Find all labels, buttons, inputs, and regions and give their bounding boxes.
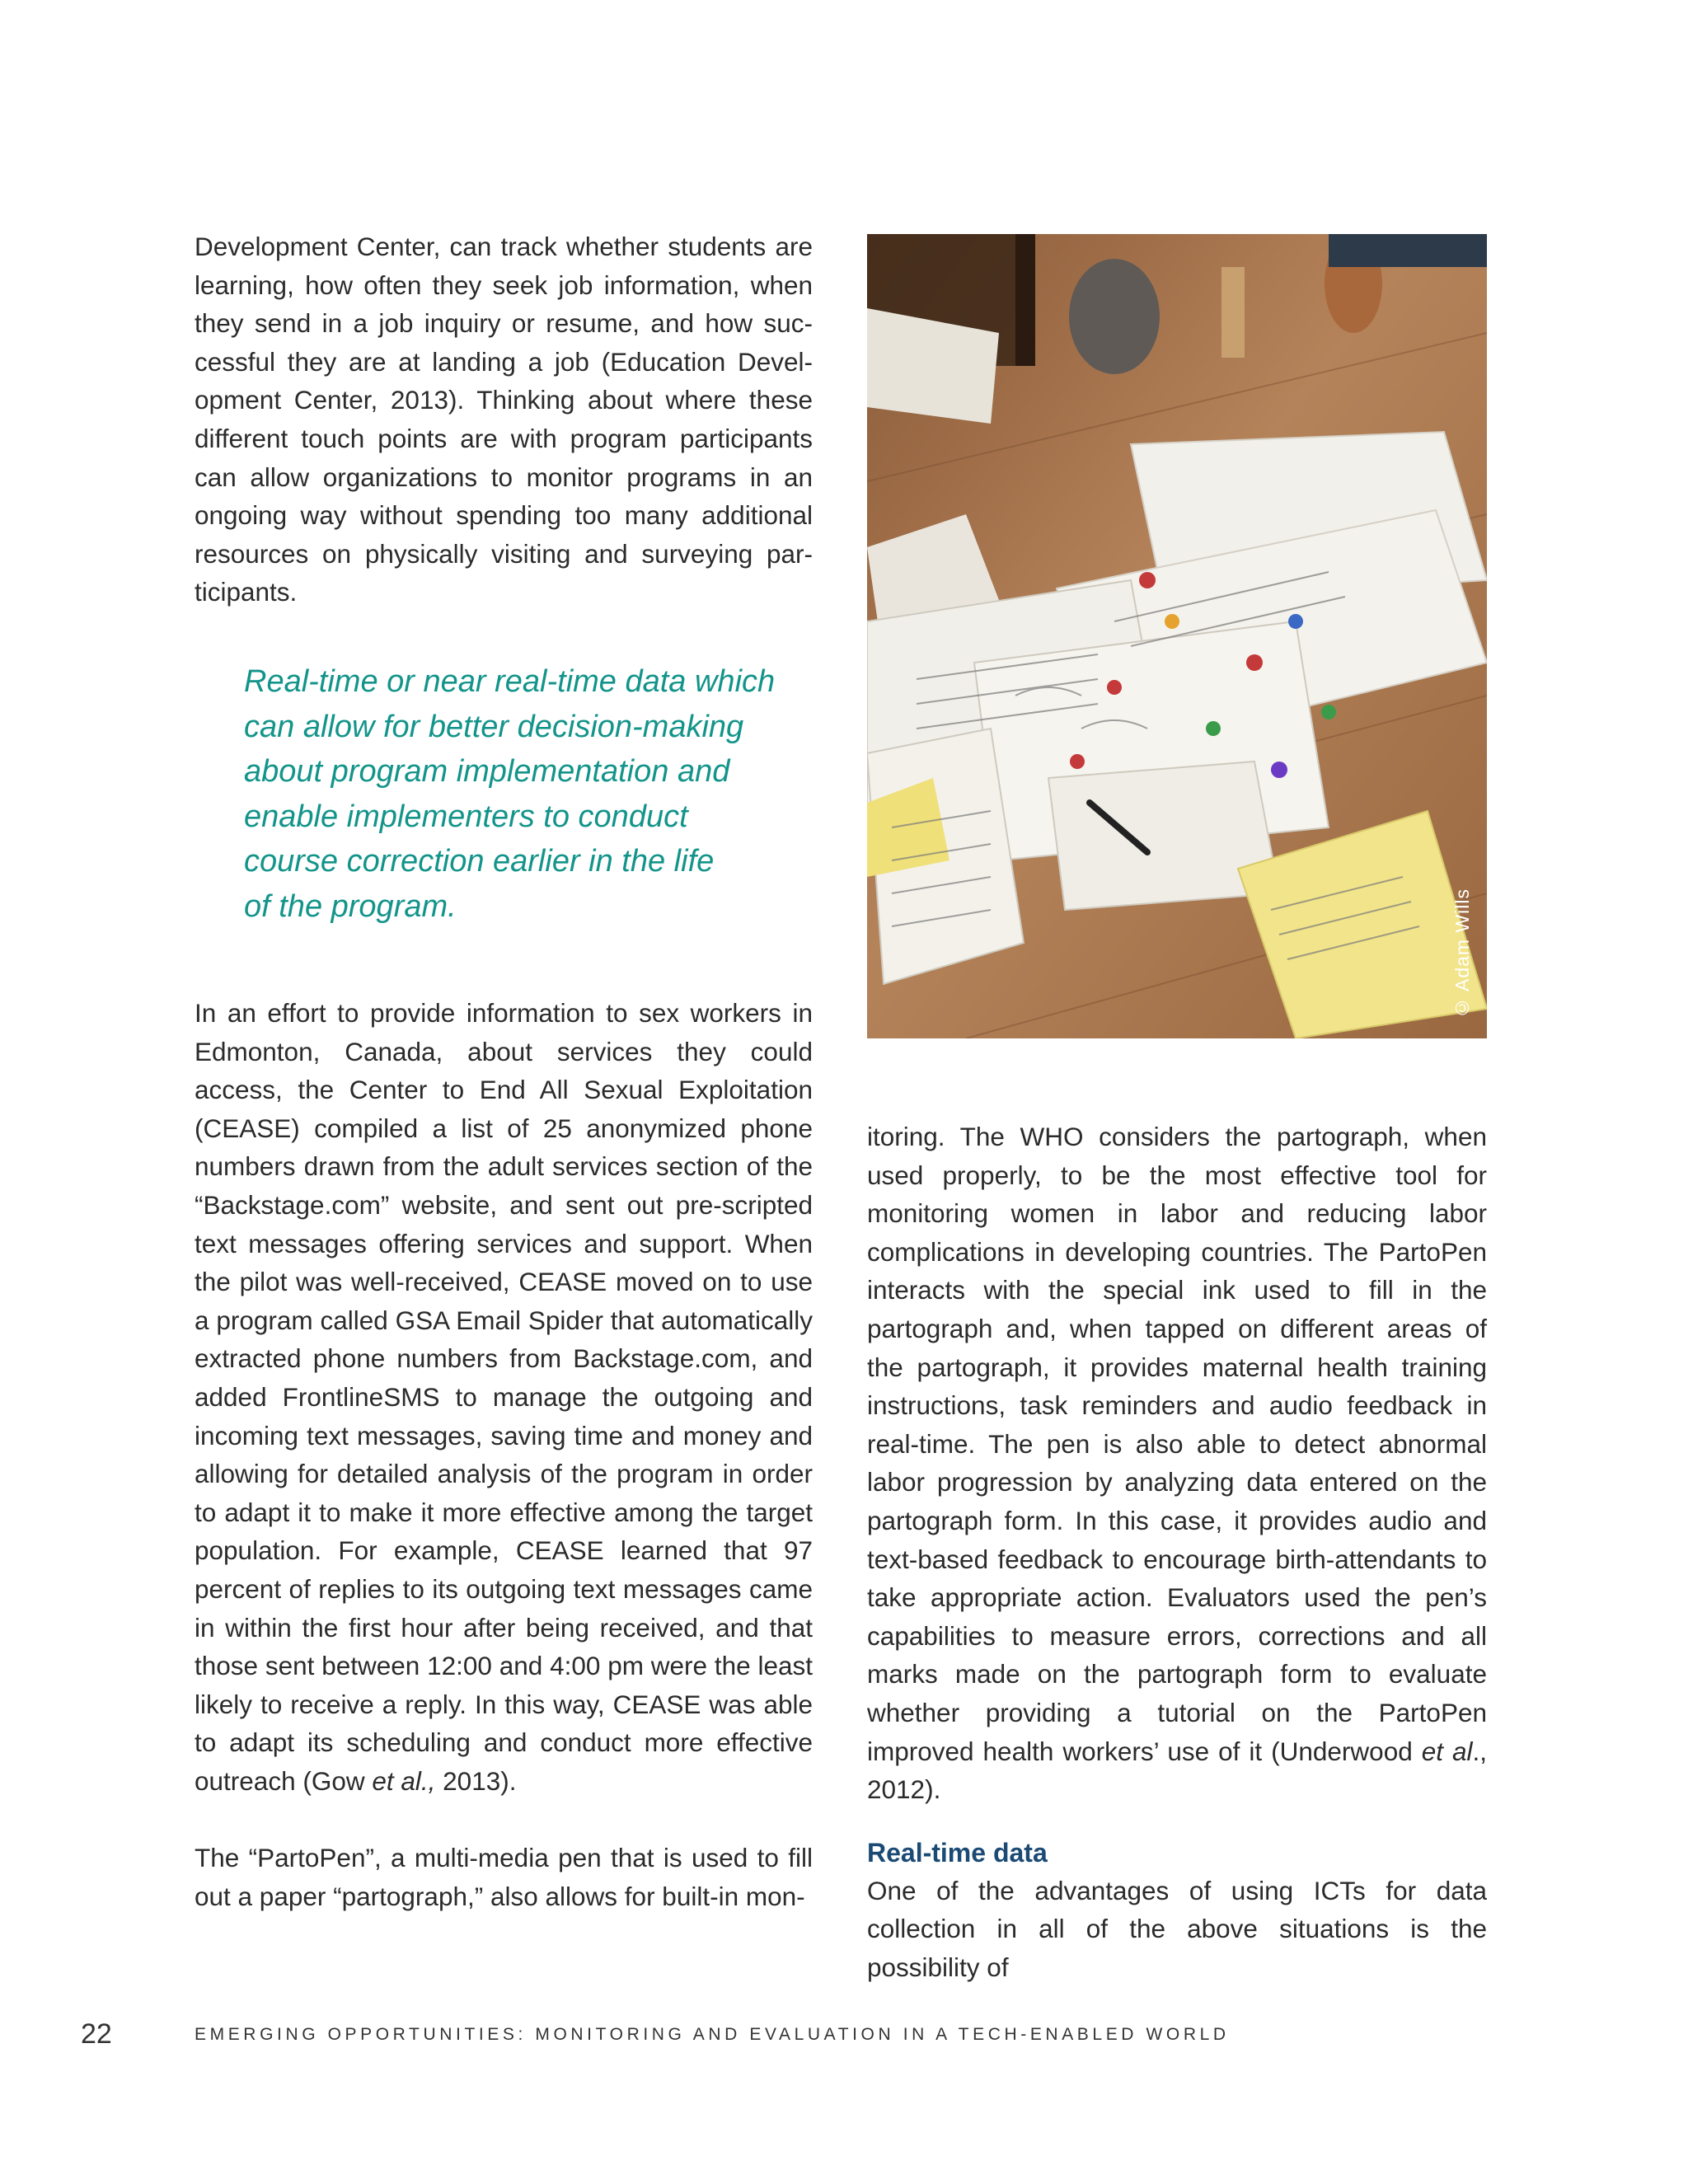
text-line: cessful they are at landing a job (Education Devel- [195,346,813,377]
text-line: learning, how often they seek job information, when [195,269,813,300]
text-line: different touch points are with program participants [195,423,813,453]
paragraph-text: In an effort to provide information to sex workers in Edmonton, Canada, about services they could access, the Center to End All Sexual Exploitation (CEASE) compiled a list of 25 anonymized phone numbers drawn from the adult services section of the “Backstage.com” website, and sent out pre-scripted text messages offering services and support. When the pilot was well-received, CEASE moved on to use a program called GSA Email Spider that automatically extracted phone numbers from Backstage.com, and added FrontlineSMS to manage the outgoing and incoming text messages, saving time and money and allowing for detailed analysis of the program in order to adapt it to make it more effective among the target population. For example, CEASE learned that 97 percent of replies to its outgoing text messages came in within the first hour after being received, and that those sent between 12:00 and 4:00 pm were the least likely to receive a reply. In this way, CEASE was able to adapt its scheduling and conduct more effective outreach (Gow [195,998,813,1796]
citation-italic: et al., [372,1765,436,1796]
text-line: resources on physically visiting and surveying par- [195,538,813,569]
page-number: 22 [81,2018,112,2050]
workshop-photo [867,234,1487,1038]
paragraph-text: itoring. The WHO considers the partograph, when used properly, to be the most effective tool for monitoring women in labor and reducing labor complications in developing countries. The PartoPen interacts with the special ink used to fill in the partograph and, when tapped on different areas of the partograph, it provides maternal health training instructions, task reminders and audio feedback in real-time. The pen is also able to detect abnormal labor progression by analyzing data entered on the partograph form. In this case, it provides audio and text-based feedback to encourage birth-attendants to take appropriate action. Evaluators used the pen’s capabilities to measure errors, corrections and all marks made on the partograph form to evaluate whether providing a tutorial on the PartoPen improved health workers’ use of it (Underwood [867,1122,1487,1766]
pull-quote-line: can allow for better decision-making [244,709,744,744]
section-heading-real-time-data: Real-time data [867,1837,1048,1868]
left-column-top-text [195,227,813,612]
text-line: can allow organizations to monitor programs in an [195,462,813,492]
text-line: ticipants. [195,577,298,607]
shoe [1069,259,1160,374]
running-footer-title: EMERGING OPPORTUNITIES: MONITORING AND EVALUATION IN A TECH-ENABLED WORLD [195,2025,1230,2044]
object-on-floor [1221,267,1245,358]
partopen-paragraph: The “PartoPen”, a multi-media pen that is used to fill out a paper “partograph,” also allows for built-in mon- [195,1843,813,1911]
pull-quote-line: course correction earlier in the life [244,844,715,879]
text-line: ongoing way without spending too many additional [195,500,813,531]
partopen-continued-paragraph [867,1118,1487,1809]
text-line: opment Center, 2013). Thinking about where these [195,385,813,415]
pull-quote-line: Real-time or near real-time data which [244,664,776,699]
right-column-text [867,1118,1487,1986]
pull-quote-line: enable implementers to conduct [244,799,688,834]
pull-quote-line: about program implementation and [244,754,730,789]
pull-quote-line: of the program. [244,888,457,924]
text-line: they send in a job inquiry or resume, and how suc- [195,308,813,339]
photo-illustration [867,234,1487,1038]
paragraph-text: 2013). [435,1765,517,1796]
photo-credit: © Adam Wills [1451,888,1473,1019]
left-column-bottom-text [195,994,813,1915]
real-time-paragraph: One of the advantages of using ICTs for data collection in all of the above situations is the possibility of [867,1875,1487,1982]
text-line: Development Center, can track whether students are [195,232,813,261]
citation-italic: et al [1421,1736,1473,1766]
table-leg [1015,234,1035,366]
pull-quote [244,659,813,929]
paragraph-text: ., 2012). [867,1736,1487,1805]
cease-paragraph [195,994,813,1800]
trouser [1329,234,1487,267]
